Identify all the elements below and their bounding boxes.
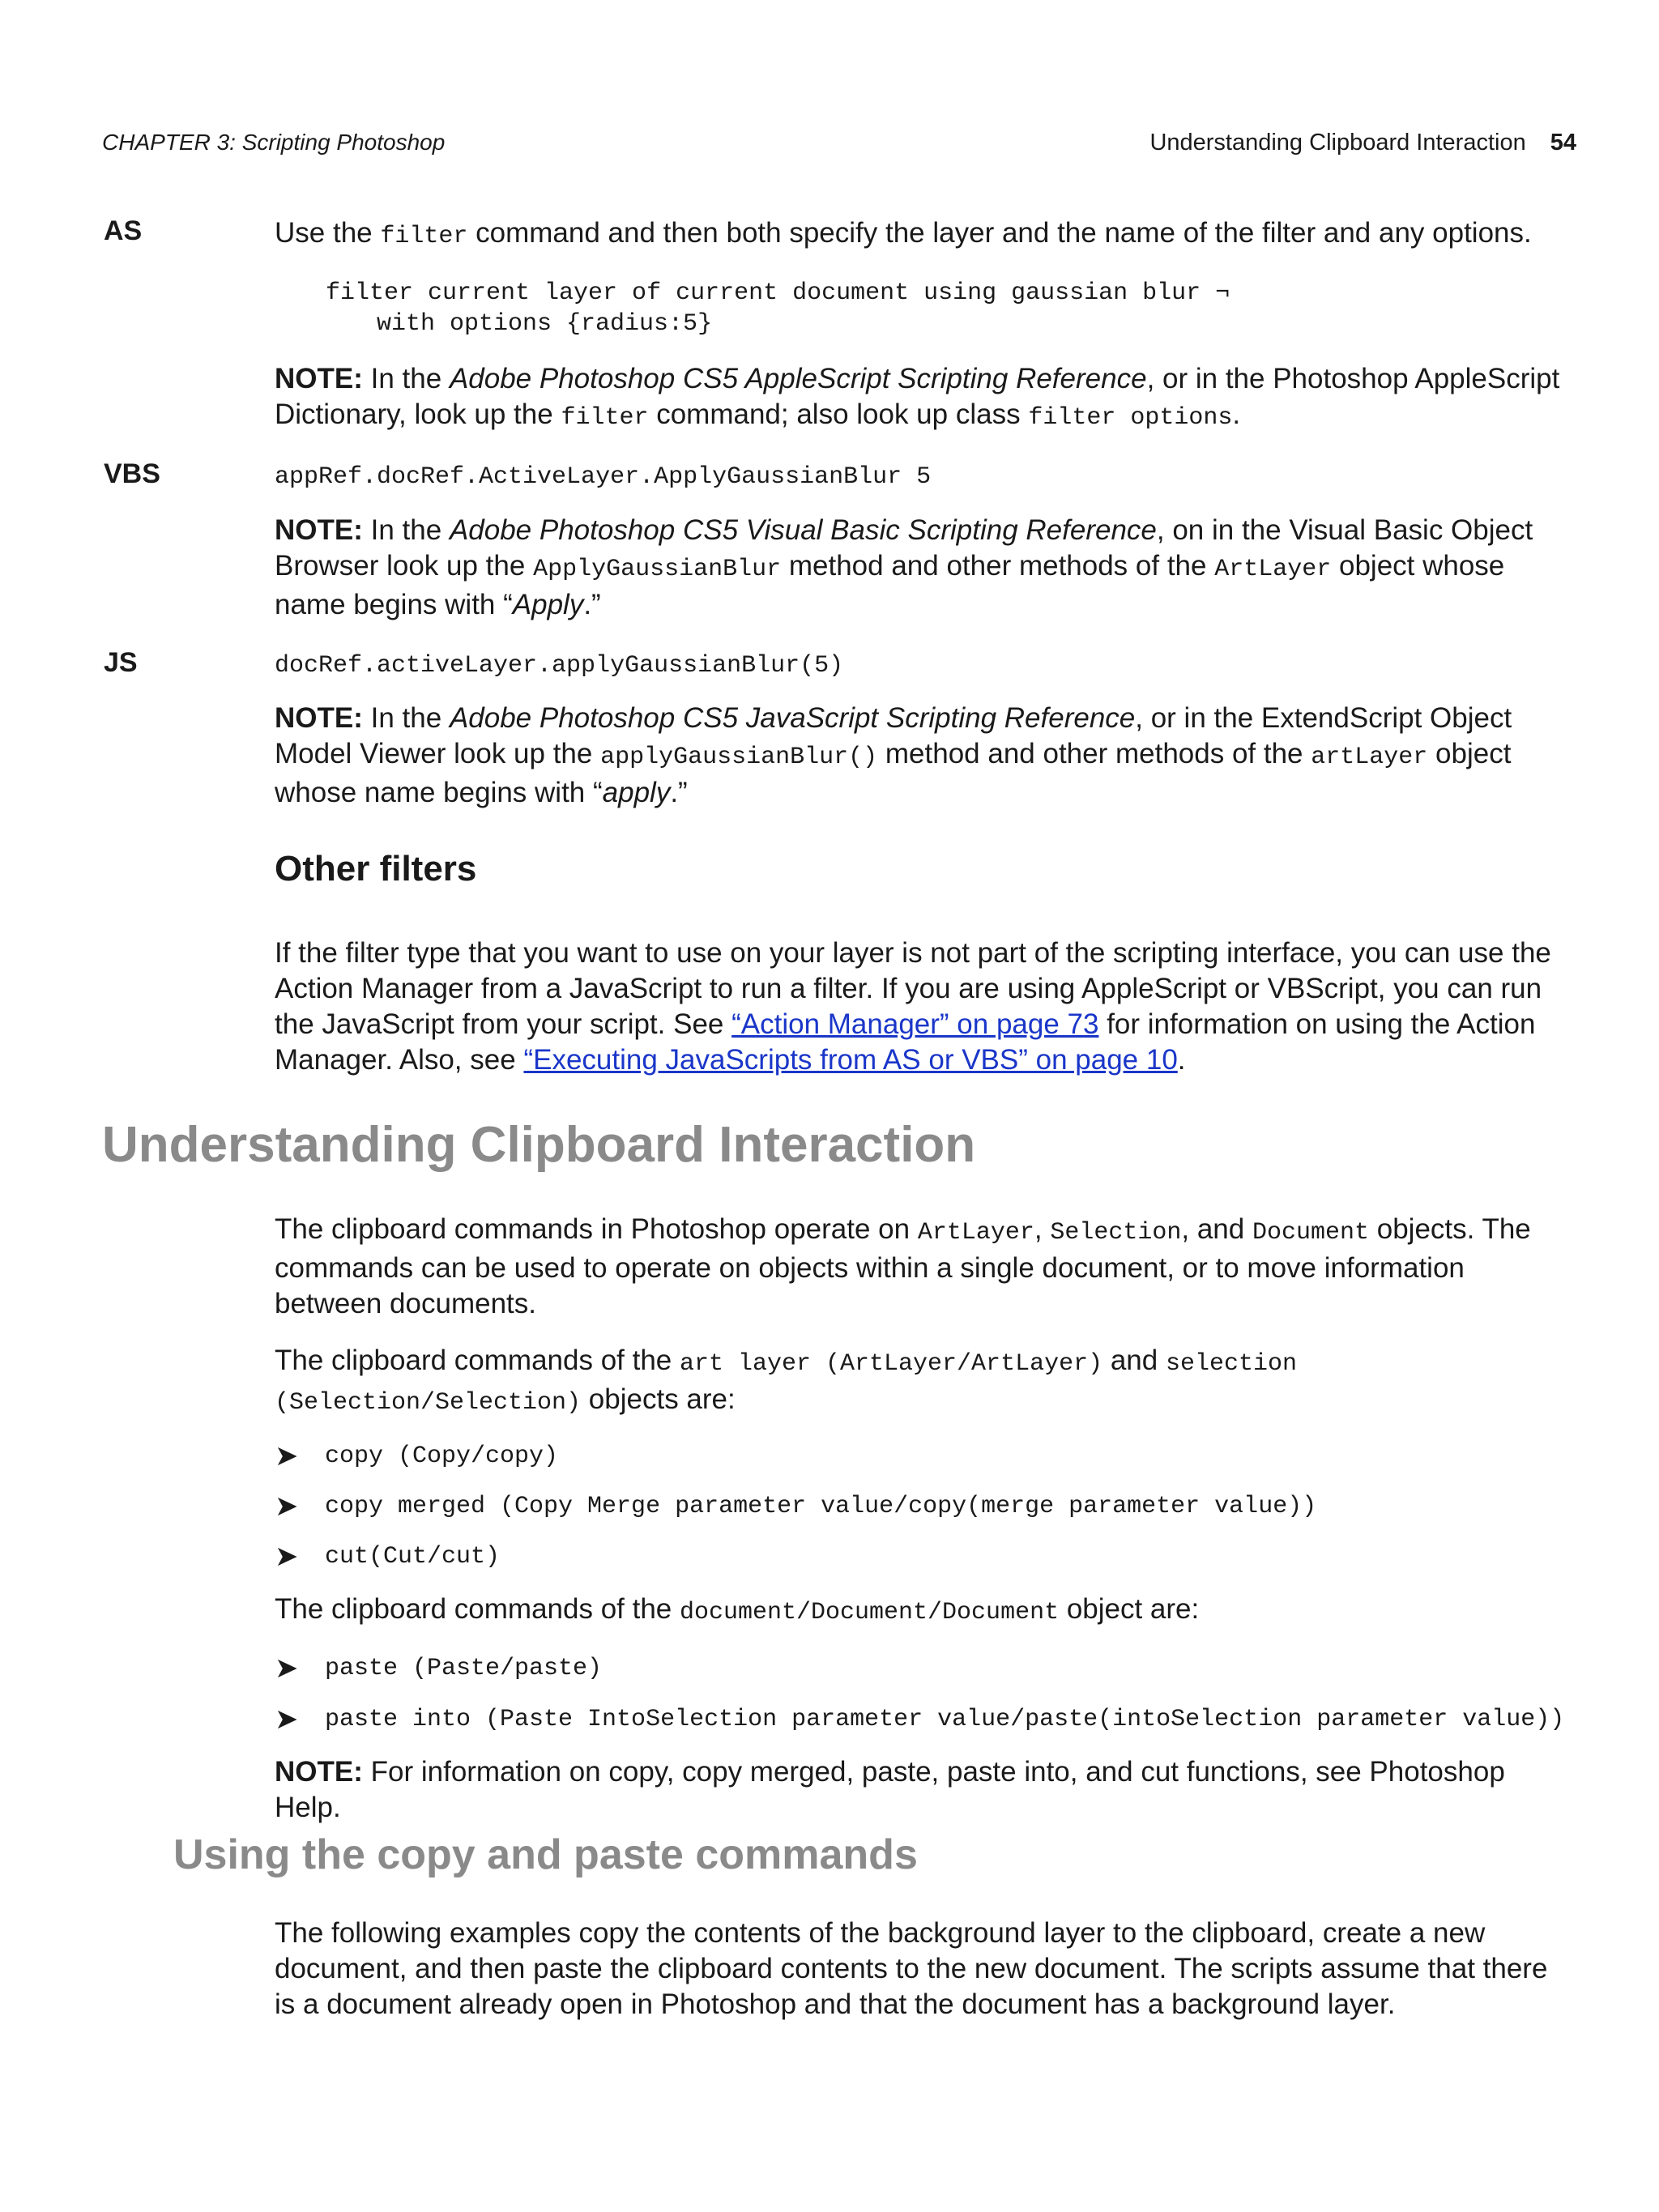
heading-copy-paste: Using the copy and paste commands [173,1831,918,1878]
code-inline: applyGaussianBlur() [600,744,878,771]
list-item [275,1438,558,1474]
as-code-line-1: filter current layer of current document using gaussian blur ¬ [326,279,1230,307]
as-note [275,361,1571,436]
copy-paste-paragraph: The following examples copy the contents of the background layer to the clipboard, create a new document, and then paste the clipboard contents to the new document. The scripts assume that there is a document already open in Photoshop and that the document has a background layer. [275,1917,1548,2020]
list-item-text: copy (Copy/copy) [325,1443,559,1470]
bullet-arrow-icon: ➤ [275,1541,299,1572]
text: , on in the Visual Basic Object Browser look up the [275,514,1533,582]
text: , and [1181,1213,1245,1245]
heading-other-filters: Other filters [275,849,477,889]
clipboard-paragraph-2 [275,1343,1571,1421]
code-inline: document/Document/Document [680,1599,1060,1626]
other-filters-paragraph [275,936,1571,1078]
text: objects. The commands can be used to operate on objects within a single document, or to move information between documents. [275,1213,1531,1319]
list-item [275,1702,1564,1737]
clipboard-note [275,1754,1571,1826]
text: object are: [1066,1593,1200,1625]
note-label: NOTE: [275,514,363,546]
list-item [275,1651,602,1686]
code-inline: selection (Selection/Selection) [275,1350,1297,1417]
as-intro [275,215,1571,254]
as-code-line-2: with options {radius:5} [377,310,713,338]
code-inline: ArtLayer [1214,556,1332,583]
text: Use the [275,217,373,249]
list-item-text: cut(Cut/cut) [325,1543,501,1571]
clipboard-paragraph-1 [275,1212,1571,1322]
reference-title: Adobe Photoshop CS5 Visual Basic Scripting Reference [449,514,1157,546]
code-inline: filter [380,223,468,250]
lang-label-vbs: VBS [104,458,160,489]
running-header-section [1149,130,1576,156]
text: . [1232,399,1241,430]
code-inline: filter options [1028,404,1233,432]
text: For information on copy, copy merged, paste, paste into, and cut functions, see Photoshop Help. [275,1756,1505,1823]
section-title: Understanding Clipboard Interaction [1149,130,1526,156]
code-inline: filter [561,404,649,432]
text-emphasis: Apply [512,589,584,620]
link-action-manager[interactable]: “Action Manager” on page 73 [731,1008,1099,1040]
text: method and other methods of the [885,738,1303,769]
text: and [1110,1345,1158,1376]
code-inline: Document [1252,1219,1369,1247]
text: . [1177,1044,1186,1076]
page-number: 54 [1550,130,1576,156]
text: The clipboard commands in Photoshop operate on [275,1213,911,1245]
text: The clipboard commands of the [275,1345,672,1376]
text: method and other methods of the [788,550,1207,582]
note-label: NOTE: [275,363,363,394]
text: In the [370,702,442,734]
clipboard-paragraph-3 [275,1592,1571,1630]
text: , or in the ExtendScript Object Model Viewer look up the [275,702,1512,769]
code-inline: artLayer [1311,744,1428,771]
text: for information on using the Action Manager. Also, see [275,1008,1536,1076]
bullet-arrow-icon: ➤ [275,1490,299,1522]
list-item [275,1539,500,1575]
text-emphasis: apply [602,777,671,808]
running-header-chapter [102,130,445,156]
bullet-arrow-icon: ➤ [275,1440,299,1472]
reference-title: Adobe Photoshop CS5 AppleScript Scripting Reference [449,363,1147,394]
list-item-text: paste into (Paste IntoSelection parameter value/paste(intoSelection parameter value)) [325,1706,1565,1733]
js-note [275,701,1571,811]
text: object whose name begins with “ [275,738,1512,808]
text: , [1034,1213,1043,1245]
vbs-code: appRef.docRef.ActiveLayer.ApplyGaussianBlur 5 [275,463,932,491]
lang-label-as: AS [104,215,143,246]
code-inline: art layer (ArtLayer/ArtLayer) [680,1350,1103,1378]
js-code: docRef.activeLayer.applyGaussianBlur(5) [275,652,844,680]
text: , or in the Photoshop AppleScript Dictionary, look up the [275,363,1560,430]
bullet-arrow-icon: ➤ [275,1652,299,1684]
text: objects are: [588,1383,736,1415]
list-item-text: paste (Paste/paste) [325,1655,603,1682]
text: object whose name begins with “ [275,550,1505,620]
code-inline: ArtLayer [917,1219,1034,1247]
bullet-arrow-icon: ➤ [275,1703,299,1735]
chapter-prefix: CHAPTER [102,130,211,155]
heading-clipboard-interaction: Understanding Clipboard Interaction [102,1117,976,1173]
text: command and then both specify the layer and the name of the filter and any options. [476,217,1532,249]
text: In the [370,363,442,394]
code-inline: Selection [1050,1219,1182,1247]
chapter-title: 3: Scripting Photoshop [216,130,446,155]
note-label: NOTE: [275,702,363,734]
reference-title: Adobe Photoshop CS5 JavaScript Scripting Reference [449,702,1136,734]
text: .” [583,589,601,620]
lang-label-js: JS [104,647,138,678]
text: The clipboard commands of the [275,1593,672,1625]
list-item [275,1489,1316,1524]
code-inline: ApplyGaussianBlur [533,556,782,583]
vbs-note [275,513,1571,623]
text: In the [370,514,442,546]
list-item-text: copy merged (Copy Merge parameter value/copy(merge parameter value)) [325,1493,1317,1520]
text: If the filter type that you want to use on your layer is not part of the scripting interface, you can use the Action Manager from a JavaScript to run a filter. If you are using AppleScript or VBScript, you can run the JavaScript from your script. See [275,937,1551,1040]
text: .” [670,777,688,808]
text: command; also look up class [656,399,1021,430]
link-executing-javascripts[interactable]: “Executing JavaScripts from AS or VBS” on page 10 [523,1044,1178,1076]
note-label: NOTE: [275,1756,363,1788]
